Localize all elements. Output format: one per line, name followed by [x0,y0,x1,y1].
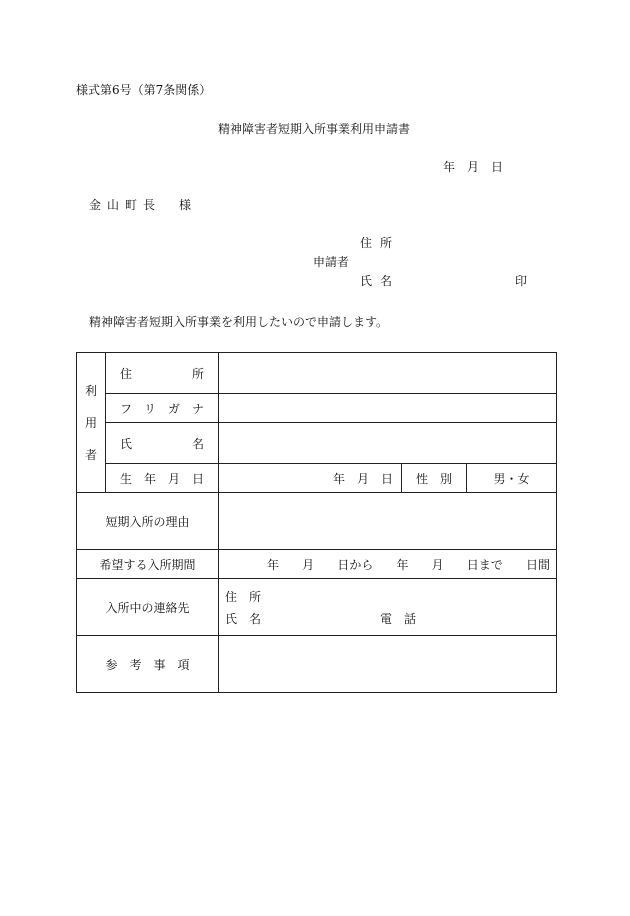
label-char: 年 [143,471,156,486]
birthdate-field[interactable] [219,464,402,493]
birthdate-label [106,464,219,493]
user-address-field[interactable] [219,353,557,394]
sex-choice[interactable]: 男・女 [467,464,557,493]
label-char: 所 [191,366,204,381]
period-part: 日まで [466,557,503,572]
seal-mark: 印 [515,274,528,288]
user-section-label [77,353,106,493]
contact-label: 入所中の連絡先 [77,579,219,636]
form-number: 様式第6号（第7条関係） [76,83,212,97]
applicant-address-label: 住所 [360,236,401,250]
period-part: 日間 [525,557,550,572]
furigana-field[interactable] [219,394,557,423]
label-char: 生 [120,471,133,486]
contact-phone-label: 電 話 [380,611,417,626]
label-char: ナ [191,401,204,416]
contact-name-label: 氏 名 [225,611,262,626]
label-char: フ [120,401,133,416]
user-address-label [106,353,219,394]
user-char: 者 [84,447,97,462]
application-statement: 精神障害者短期入所事業を利用したいので申請します。 [89,315,389,329]
sex-label: 性 別 [402,464,467,493]
application-form-table [76,352,557,693]
notes-field[interactable] [219,636,557,693]
user-char: 用 [84,415,97,430]
applicant-label: 申請者 [313,255,350,269]
label-char: 住 [120,366,133,381]
furigana-label [106,394,219,423]
period-label: 希望する入所期間 [77,550,219,579]
label-char: 氏 [120,436,133,451]
user-char: 利 [84,383,97,398]
reason-field[interactable] [219,493,557,550]
contact-field[interactable] [219,579,557,636]
birthdate-value: 年 月 日 [332,471,393,486]
period-part: 月 [431,557,444,572]
label-char: ガ [167,401,180,416]
period-field[interactable] [219,550,557,579]
label-char: リ [143,401,156,416]
addressee: 金山町長 様 [89,198,198,212]
label-char: 日 [191,471,204,486]
user-name-field[interactable] [219,423,557,464]
period-part: 月 [302,557,315,572]
date-line[interactable]: 年 月 日 [443,160,504,174]
label-char: 名 [191,436,204,451]
user-name-label [106,423,219,464]
reason-label: 短期入所の理由 [77,493,219,550]
document-title: 精神障害者短期入所事業利用申請書 [218,122,411,136]
label-char: 月 [167,471,180,486]
contact-address-label: 住 所 [225,589,262,604]
period-part: 年 [396,557,409,572]
period-part: 年 [267,557,280,572]
period-part: 日から [337,557,374,572]
notes-label: 参 考 事 項 [77,636,219,693]
applicant-name-label: 氏名 [360,274,401,288]
